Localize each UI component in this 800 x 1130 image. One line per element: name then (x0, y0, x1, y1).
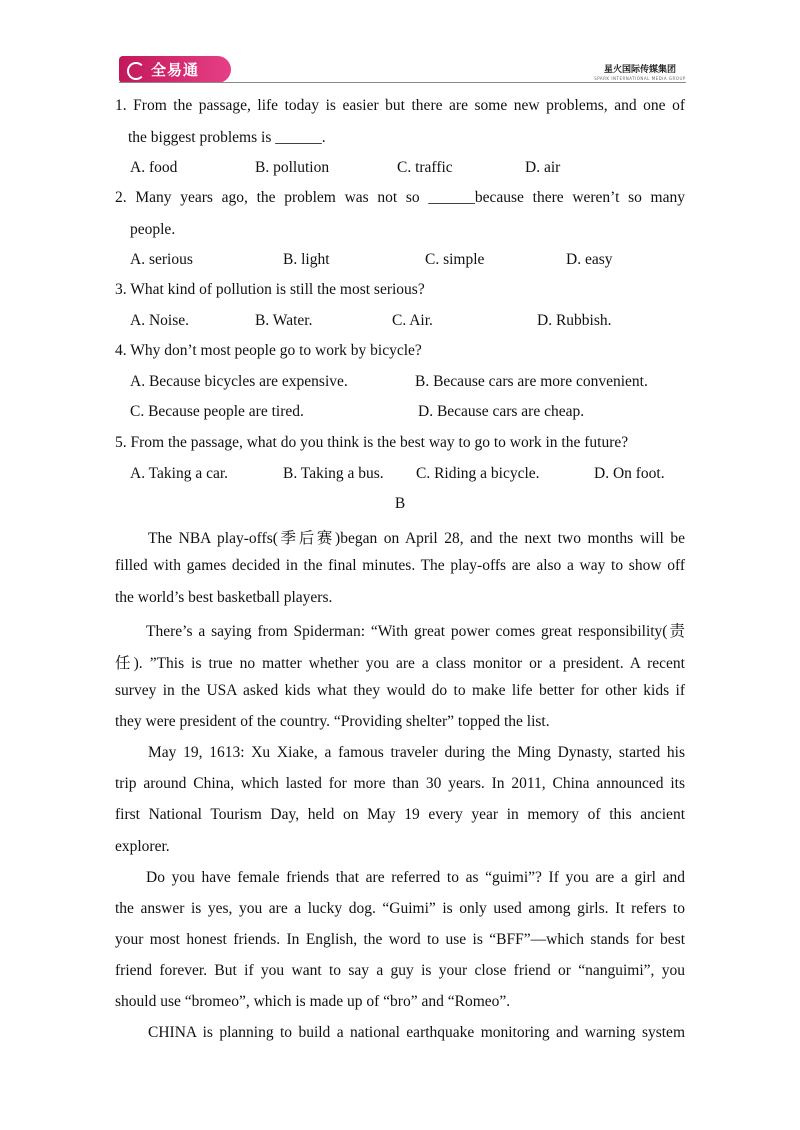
question-5-stem: 5. From the passage, what do you think is the best way to go to work in the future? (115, 434, 629, 451)
passage-paragraph-1-line-2: filled with games decided in the final minutes. The play-offs are also a way to show off (115, 557, 685, 574)
question-1-option-d: D. air (525, 159, 561, 176)
question-2-option-b: B. light (283, 251, 330, 268)
passage-paragraph-4-line-4: friend forever. But if you want to say a guy is your close friend or “nanguimi”, you (115, 962, 685, 979)
question-4-option-d: D. Because cars are cheap. (418, 403, 585, 420)
question-4-option-a: A. Because bicycles are expensive. (130, 373, 348, 390)
question-5-option-a: A. Taking a car. (130, 465, 229, 482)
passage-paragraph-2-line-3: survey in the USA asked kids what they would do to make life better for other kids if (115, 682, 685, 699)
question-1-option-a: A. food (130, 159, 178, 176)
question-1-stem: 1. From the passage, life today is easier but there are some new problems, and one of (115, 97, 685, 114)
question-2-option-d: D. easy (566, 251, 613, 268)
passage-paragraph-3-line-3: first National Tourism Day, held on May 19 every year in memory of this ancient (115, 806, 685, 823)
page-header (0, 0, 800, 92)
question-4-option-b: B. Because cars are more convenient. (415, 373, 648, 390)
question-2-option-c: C. simple (425, 251, 485, 268)
publisher-mark (590, 62, 690, 81)
question-3-option-b: B. Water. (255, 312, 313, 329)
question-2-stem: 2. Many years ago, the problem was not so ______because there weren’t so many (115, 189, 685, 206)
passage-paragraph-4-line-3: your most honest friends. In English, the word to use is “BFF”—which stands for best (115, 931, 685, 948)
passage-paragraph-1-line-1: The NBA play-offs(季后赛)began on April 28, and the next two months will be (148, 530, 685, 547)
question-3-option-c: C. Air. (392, 312, 433, 329)
passage-paragraph-3-line-2: trip around China, which lasted for more than 30 years. In 2011, China announced its (115, 775, 685, 792)
question-2-stem-cont: people. (130, 221, 176, 238)
question-5-option-d: D. On foot. (594, 465, 665, 482)
question-5-option-c: C. Riding a bicycle. (416, 465, 540, 482)
question-1-option-c: C. traffic (397, 159, 453, 176)
passage-paragraph-1-line-3: the world’s best basketball players. (115, 589, 333, 606)
brand-logo (119, 56, 231, 83)
question-2-option-a: A. serious (130, 251, 193, 268)
passage-paragraph-2-line-1: There’s a saying from Spiderman: “With great power comes great responsibility(责 (146, 623, 685, 640)
passage-paragraph-4-line-2: the answer is yes, you are a lucky dog. “Guimi” is only used among girls. It refers to (115, 900, 685, 917)
passage-paragraph-4-line-5: should use “bromeo”, which is made up of “bro” and “Romeo”. (115, 993, 511, 1010)
section-label: B (394, 495, 406, 512)
passage-paragraph-5-line-1: CHINA is planning to build a national earthquake monitoring and warning system (148, 1024, 685, 1041)
question-3-option-a: A. Noise. (130, 312, 189, 329)
passage-paragraph-2-line-2: 任). ”This is true no matter whether you are a class monitor or a president. A recent (115, 655, 685, 672)
header-divider (119, 82, 686, 83)
publisher-name: 星火国际传媒集团 (603, 65, 676, 75)
passage-paragraph-2-line-4: they were president of the country. “Providing shelter” topped the list. (115, 713, 550, 730)
passage-paragraph-3-line-1: May 19, 1613: Xu Xiake, a famous traveler during the Ming Dynasty, started his (148, 744, 685, 761)
question-3-stem: 3. What kind of pollution is still the most serious? (115, 281, 425, 298)
question-3-option-d: D. Rubbish. (537, 312, 612, 329)
passage-paragraph-4-line-1: Do you have female friends that are referred to as “guimi”? If you are a girl and (146, 869, 685, 886)
passage-paragraph-3-line-4: explorer. (115, 838, 170, 855)
question-4-option-c: C. Because people are tired. (130, 403, 304, 420)
question-1-option-b: B. pollution (255, 159, 330, 176)
publisher-subtitle: SPARK INTERNATIONAL MEDIA GROUP (594, 76, 686, 81)
brand-logo-text: 全易通 (150, 61, 199, 79)
question-5-option-b: B. Taking a bus. (283, 465, 384, 482)
question-4-stem: 4. Why don’t most people go to work by bicycle? (115, 342, 422, 359)
question-1-stem-cont: the biggest problems is ______. (128, 129, 326, 146)
